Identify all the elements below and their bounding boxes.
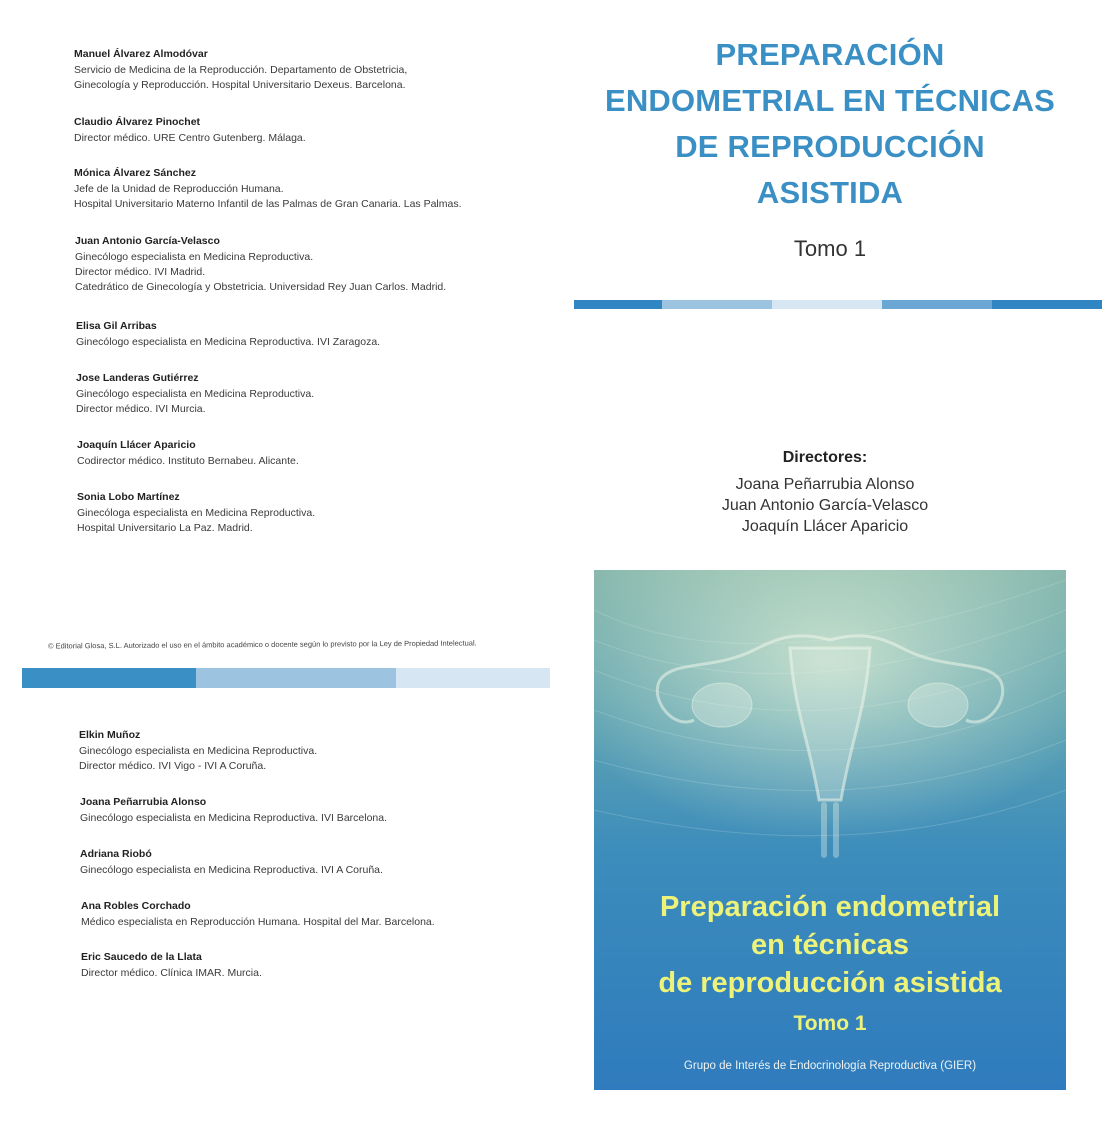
author-affiliation: Ginecólogo especialista en Medicina Reproductiva. bbox=[75, 251, 314, 263]
author-entry bbox=[76, 319, 380, 350]
author-affiliation: Codirector médico. Instituto Bernabeu. Alicante. bbox=[77, 455, 299, 467]
director-name: Joaquín Llácer Aparicio bbox=[741, 518, 909, 535]
author-affiliation: Catedrático de Ginecología y Obstetricia. Universidad Rey Juan Carlos. Madrid. bbox=[75, 281, 447, 293]
directors-list bbox=[570, 474, 1080, 537]
author-affiliation: Ginecólogo especialista en Medicina Reproductiva. bbox=[79, 745, 318, 757]
author-entry bbox=[81, 950, 262, 981]
author-affiliation: Ginecólogo especialista en Medicina Reproductiva. bbox=[76, 388, 315, 400]
author-entry bbox=[77, 438, 299, 469]
author-name: Joaquín Llácer Aparicio bbox=[77, 439, 196, 451]
author-entry bbox=[80, 847, 383, 878]
author-page-top bbox=[0, 0, 570, 550]
title-page bbox=[570, 0, 1112, 540]
author-affiliation: Médico especialista en Reproducción Humana. Hospital del Mar. Barcelona. bbox=[81, 916, 435, 928]
title-line: ASISTIDA bbox=[756, 175, 904, 210]
author-name: Ana Robles Corchado bbox=[81, 900, 191, 912]
cover-group-name: Grupo de Interés de Endocrinología Reproductiva (GIER) bbox=[683, 1060, 977, 1072]
copyright-notice: © Editorial Glosa, S.L. Autorizado el uso en el ámbito académico o docente según lo previsto por la Ley de Propiedad Intelectual. bbox=[47, 638, 477, 651]
author-name: Juan Antonio García-Velasco bbox=[75, 235, 220, 247]
author-affiliation: Ginecólogo especialista en Medicina Reproductiva. IVI Zaragoza. bbox=[76, 336, 381, 348]
author-affiliation: Director médico. IVI Madrid. bbox=[75, 266, 206, 278]
directors-heading: Directores: bbox=[782, 449, 868, 466]
cover-title bbox=[594, 888, 1066, 1002]
decorative-stripe bbox=[22, 668, 550, 688]
author-affiliation: Director médico. IVI Murcia. bbox=[76, 403, 206, 415]
author-affiliation: Director médico. IVI Vigo - IVI A Coruña. bbox=[79, 760, 267, 772]
cover-title-line: Preparación endometrial bbox=[659, 891, 1001, 923]
author-entry bbox=[81, 899, 435, 930]
author-entry bbox=[77, 490, 315, 536]
author-entry bbox=[76, 371, 314, 417]
author-affiliation: Hospital Universitario Materno Infantil de las Palmas de Gran Canaria. Las Palmas. bbox=[74, 198, 462, 210]
author-affiliation: Ginecólogo especialista en Medicina Reproductiva. IVI A Coruña. bbox=[80, 864, 383, 876]
author-affiliation: Director médico. Clínica IMAR. Murcia. bbox=[81, 967, 262, 979]
author-affiliation: Hospital Universitario La Paz. Madrid. bbox=[77, 522, 253, 534]
author-affiliation: Director médico. URE Centro Gutenberg. Málaga. bbox=[74, 132, 306, 144]
author-affiliation: Ginecólogo especialista en Medicina Reproductiva. IVI Barcelona. bbox=[80, 812, 388, 824]
author-entry bbox=[74, 47, 407, 93]
author-entry bbox=[74, 166, 462, 212]
author-name: Manuel Álvarez Almodóvar bbox=[74, 48, 208, 60]
author-page-bottom bbox=[0, 700, 570, 1040]
director-name: Joana Peñarrubia Alonso bbox=[735, 476, 915, 493]
author-name: Sonia Lobo Martínez bbox=[77, 491, 180, 503]
author-entry bbox=[75, 234, 446, 295]
author-entry bbox=[79, 728, 317, 774]
author-affiliation: Jefe de la Unidad de Reproducción Humana. bbox=[74, 183, 284, 195]
author-affiliation: Ginecóloga especialista en Medicina Reproductiva. bbox=[77, 507, 316, 519]
director-name: Juan Antonio García-Velasco bbox=[721, 497, 929, 514]
cover-title-line: en técnicas bbox=[751, 929, 909, 961]
author-name: Eric Saucedo de la Llata bbox=[81, 951, 202, 963]
cover-title-line: de reproducción asistida bbox=[658, 967, 1002, 999]
decorative-stripe bbox=[574, 300, 1102, 309]
uterus-illustration bbox=[594, 570, 1066, 870]
title-line: ENDOMETRIAL EN TÉCNICAS bbox=[604, 83, 1056, 118]
author-name: Adriana Riobó bbox=[80, 848, 152, 860]
author-name: Mónica Álvarez Sánchez bbox=[74, 167, 196, 179]
author-affiliation: Servicio de Medicina de la Reproducción. Departamento de Obstetricia, bbox=[74, 64, 408, 76]
author-name: Claudio Álvarez Pinochet bbox=[74, 116, 201, 128]
book-title bbox=[570, 32, 1090, 216]
author-name: Jose Landeras Gutiérrez bbox=[76, 372, 199, 384]
volume-label: Tomo 1 bbox=[793, 236, 867, 261]
cover-volume-label: Tomo 1 bbox=[793, 1012, 867, 1035]
title-line: PREPARACIÓN bbox=[715, 37, 945, 72]
author-entry bbox=[74, 115, 306, 146]
author-entry bbox=[80, 795, 387, 826]
author-name: Elkin Muñoz bbox=[79, 729, 141, 741]
title-line: DE REPRODUCCIÓN bbox=[675, 129, 985, 164]
author-affiliation: Ginecología y Reproducción. Hospital Universitario Dexeus. Barcelona. bbox=[74, 79, 406, 91]
book-cover bbox=[594, 570, 1066, 1090]
author-name: Elisa Gil Arribas bbox=[76, 320, 157, 332]
author-name: Joana Peñarrubia Alonso bbox=[80, 796, 207, 808]
